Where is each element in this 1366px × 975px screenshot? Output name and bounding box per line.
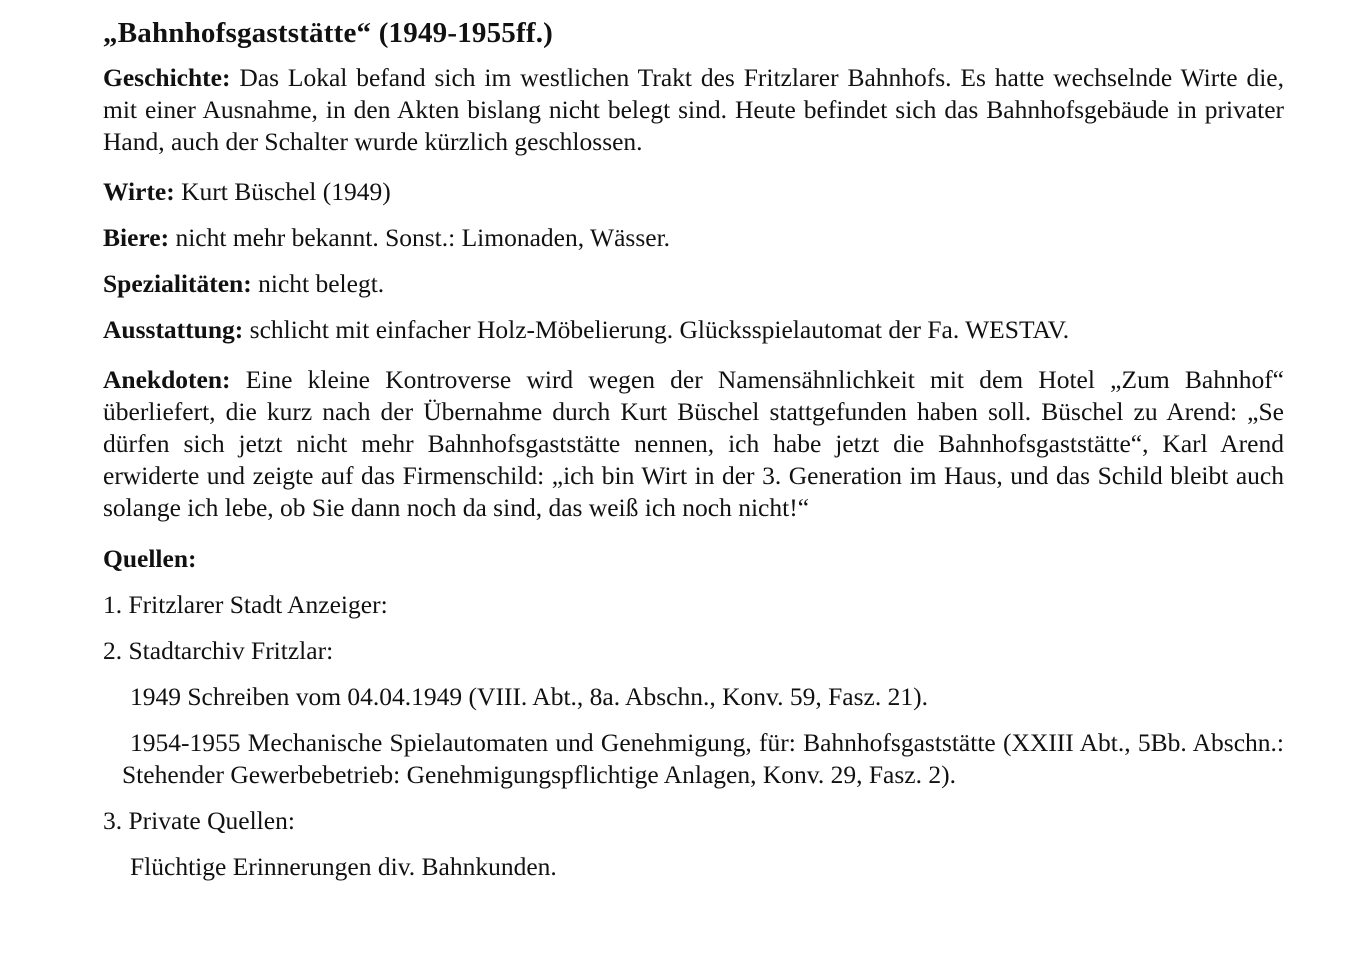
section-spezialitaeten: [103, 268, 1284, 300]
quellen-item-1: 1. Fritzlarer Stadt Anzeiger:: [103, 590, 388, 619]
quellen-item-2: 2. Stadtarchiv Fritzlar:: [103, 636, 334, 665]
wirte-text: Kurt Büschel (1949): [181, 177, 391, 206]
document-page: [103, 14, 1284, 883]
section-geschichte: [103, 62, 1284, 158]
document-title: „Bahnhofsgaststätte“ (1949-1955ff.): [103, 17, 554, 49]
biere-label: Biere:: [103, 223, 170, 252]
quellen-item-2-sub-1: 1949 Schreiben vom 04.04.1949 (VIII. Abt., 8a. Abschn., Konv. 59, Fasz. 21).: [130, 682, 928, 711]
quellen-label: Quellen:: [103, 544, 197, 573]
geschichte-label: Geschichte:: [103, 63, 231, 92]
quellen-item-2-sub-2: [103, 727, 1284, 791]
quellen-item-3: 3. Private Quellen:: [103, 806, 295, 835]
spezialitaeten-label: Spezialitäten:: [103, 269, 252, 298]
anekdoten-label: Anekdoten:: [103, 365, 231, 394]
quellen-item-2-sub-2-text: 1954-1955 Mechanische Spielautomaten und Genehmigung, für: Bahnhofsgaststätte (XXIII Abt., 5Bb. Abschn.: Stehender Gewerbebetrieb: Genehmigungspflichtige Anlagen, Konv. 29, Fasz. 2).: [122, 728, 1284, 789]
section-ausstattung: [103, 314, 1284, 346]
ausstattung-text: schlicht mit einfacher Holz-Möbelierung. Glücksspielautomat der Fa. WESTAV.: [249, 315, 1070, 344]
biere-text: nicht mehr bekannt. Sonst.: Limonaden, Wässer.: [175, 223, 671, 252]
ausstattung-label: Ausstattung:: [103, 315, 244, 344]
quellen-item-3-sub-1: Flüchtige Erinnerungen div. Bahnkunden.: [130, 852, 557, 881]
anekdoten-text: Eine kleine Kontroverse wird wegen der Namensähnlichkeit mit dem Hotel „Zum Bahnhof“ überliefert, die kurz nach der Übernahme durch Kurt Büschel stattgefunden haben soll. Büschel zu Arend: „Se dürfen sich jetzt nicht mehr Bahnhofsgaststätte nennen, ich habe jetzt die Bahnhofsgaststätte“, Karl Arend erwiderte und zeigte auf das Firmenschild: „ich bin Wirt in der 3. Generation im Haus, und das Schild bleibt auch solange ich lebe, ob Sie dann noch da sind, das weiß ich noch nicht!“: [103, 365, 1284, 522]
wirte-label: Wirte:: [103, 177, 175, 206]
spezialitaeten-text: nicht belegt.: [258, 269, 385, 298]
section-biere: [103, 222, 1284, 254]
section-anekdoten: [103, 364, 1284, 524]
geschichte-text: Das Lokal befand sich im westlichen Trakt des Fritzlarer Bahnhofs. Es hatte wechselnde Wirte die, mit einer Ausnahme, in den Akten bislang nicht belegt sind. Heute befindet sich das Bahnhofsgebäude in privater Hand, auch der Schalter wurde kürzlich geschlossen.: [103, 63, 1284, 156]
section-wirte: [103, 176, 1284, 208]
